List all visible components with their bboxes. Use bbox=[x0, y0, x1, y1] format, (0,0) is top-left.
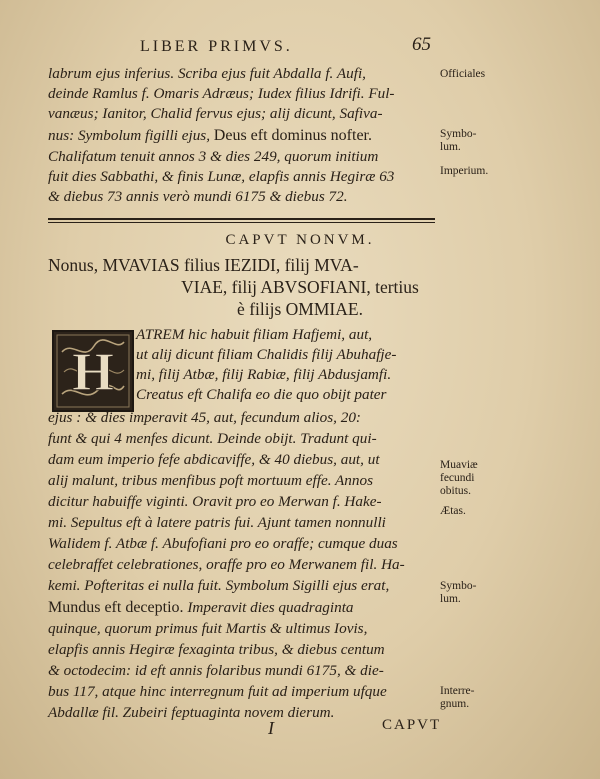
text-line-segment: ATREM hic habuit filiam Hafjemi, aut, bbox=[136, 326, 373, 343]
drop-cap-initial bbox=[52, 330, 134, 412]
chapter-heading-line: è filijs OMMIAE. bbox=[237, 299, 363, 319]
text-line-segment: Imperavit dies quadraginta bbox=[187, 599, 354, 616]
text-line: vanæus; Ianitor, Chalid fervus ejus; alij dicunt, Safiva- bbox=[48, 105, 383, 122]
running-head: LIBER PRIMVS. bbox=[140, 38, 293, 55]
text-line: Chalifatum tenuit annos 3 & dies 249, quorum initium bbox=[48, 148, 379, 165]
text-line: ejus : & dies imperavit 45, aut, fecundum alios, 20: bbox=[48, 409, 361, 426]
text-line: fuit dies Sabbathi, & finis Lunæ, elapfis annis Hegiræ 63 bbox=[48, 168, 395, 185]
chapter-heading-line: VIAE, filij ABVSOFIANI, tertius bbox=[181, 277, 419, 297]
margin-note-symbolum: Symbo- bbox=[440, 128, 477, 140]
margin-note-imperium: Imperium. bbox=[440, 165, 489, 177]
text-line: celebraffet celebrationes, oraffe pro eo Merwanem fil. Ha- bbox=[48, 556, 405, 573]
seal-motto: Mundus eft deceptio. bbox=[48, 599, 184, 616]
text-line: deinde Ramlus f. Omaris Adræus; Iudex filius Idrifi. Ful- bbox=[48, 85, 395, 102]
seal-motto: Deus eft dominus nofter. bbox=[213, 127, 372, 144]
margin-note-obitus: obitus. bbox=[440, 485, 471, 497]
text-line: elapfis annis Hegiræ fexaginta tribus, & diebus centum bbox=[48, 641, 385, 658]
text-line: & octodecim: id eft annis folaribus mundi 6175, & die- bbox=[48, 662, 384, 679]
page-header bbox=[0, 34, 600, 62]
text-line-segment: nus: Symbolum figilli ejus, bbox=[48, 127, 210, 144]
page-number: 65 bbox=[412, 34, 431, 55]
text-line: funt & qui 4 menfes dicunt. Deinde obijt. Tradunt qui- bbox=[48, 430, 377, 447]
catchword: CAPVT bbox=[382, 717, 442, 733]
text-line: dam eum imperio fefe abdicaviffe, & 40 diebus, aut, ut bbox=[48, 451, 380, 468]
text-line: bus 117, atque hinc interregnum fuit ad imperium ufque bbox=[48, 683, 387, 700]
divider-rule bbox=[48, 222, 435, 223]
margin-note-muaviae: Muaviæ bbox=[440, 459, 478, 471]
margin-note-symbolum: lum. bbox=[440, 593, 461, 605]
text-line: kemi. Pofteritas ei nulla fuit. Symbolum Sigilli ejus erat, bbox=[48, 577, 390, 594]
drop-cap-letter: H bbox=[71, 342, 115, 402]
text-line: labrum ejus inferius. Scriba ejus fuit Abdalla f. Aufi, bbox=[48, 65, 366, 82]
text-line: mi. Sepultus eft à latere patris fui. Ajunt tamen nonnulli bbox=[48, 514, 386, 531]
margin-note-symbolum: Symbo- bbox=[440, 580, 477, 592]
text-line: mi, filij Atbæ, filij Rabiæ, filij Abdusjamfi. bbox=[136, 366, 392, 383]
text-line: Walidem f. Atbæ f. Abufofiani pro eo oraffe; cumque duas bbox=[48, 535, 398, 552]
text-line: ut alij dicunt filiam Chalidis filij Abuhafje- bbox=[136, 346, 397, 363]
chapter-heading-line: Nonus, MVAVIAS filius IEZIDI, filij MVA- bbox=[48, 255, 359, 275]
text-line bbox=[136, 325, 372, 345]
text-line: & diebus 73 annis verò mundi 6175 & diebus 72. bbox=[48, 188, 348, 205]
text-line: dicitur habuiffe viginti. Oravit pro eo Merwan f. Hake- bbox=[48, 493, 382, 510]
margin-note-interregnum: gnum. bbox=[440, 698, 470, 710]
ornament-icon bbox=[54, 332, 132, 410]
text-line: quinque, quorum primus fuit Martis & ultimus Iovis, bbox=[48, 620, 368, 637]
signature-mark: I bbox=[268, 718, 274, 738]
chapter-title: CAPVT NONVM. bbox=[225, 232, 375, 248]
margin-note-secundi: fecundi bbox=[440, 472, 475, 484]
text-line: Creatus eft Chalifa eo die quo obijt pater bbox=[136, 386, 387, 403]
text-line: Abdallæ fil. Zubeiri feptuaginta novem dierum. bbox=[48, 704, 335, 721]
margin-note-symbolum: lum. bbox=[440, 141, 461, 153]
text-line bbox=[48, 126, 372, 146]
margin-note-officiales: Officiales bbox=[440, 68, 486, 80]
margin-note-aetas: Ætas. bbox=[440, 505, 466, 517]
text-line bbox=[48, 598, 354, 618]
text-line: alij malunt, tribus menfibus poft mortuum effe. Annos bbox=[48, 472, 373, 489]
margin-note-interregnum: Interre- bbox=[440, 685, 475, 697]
divider-rule bbox=[48, 218, 435, 220]
